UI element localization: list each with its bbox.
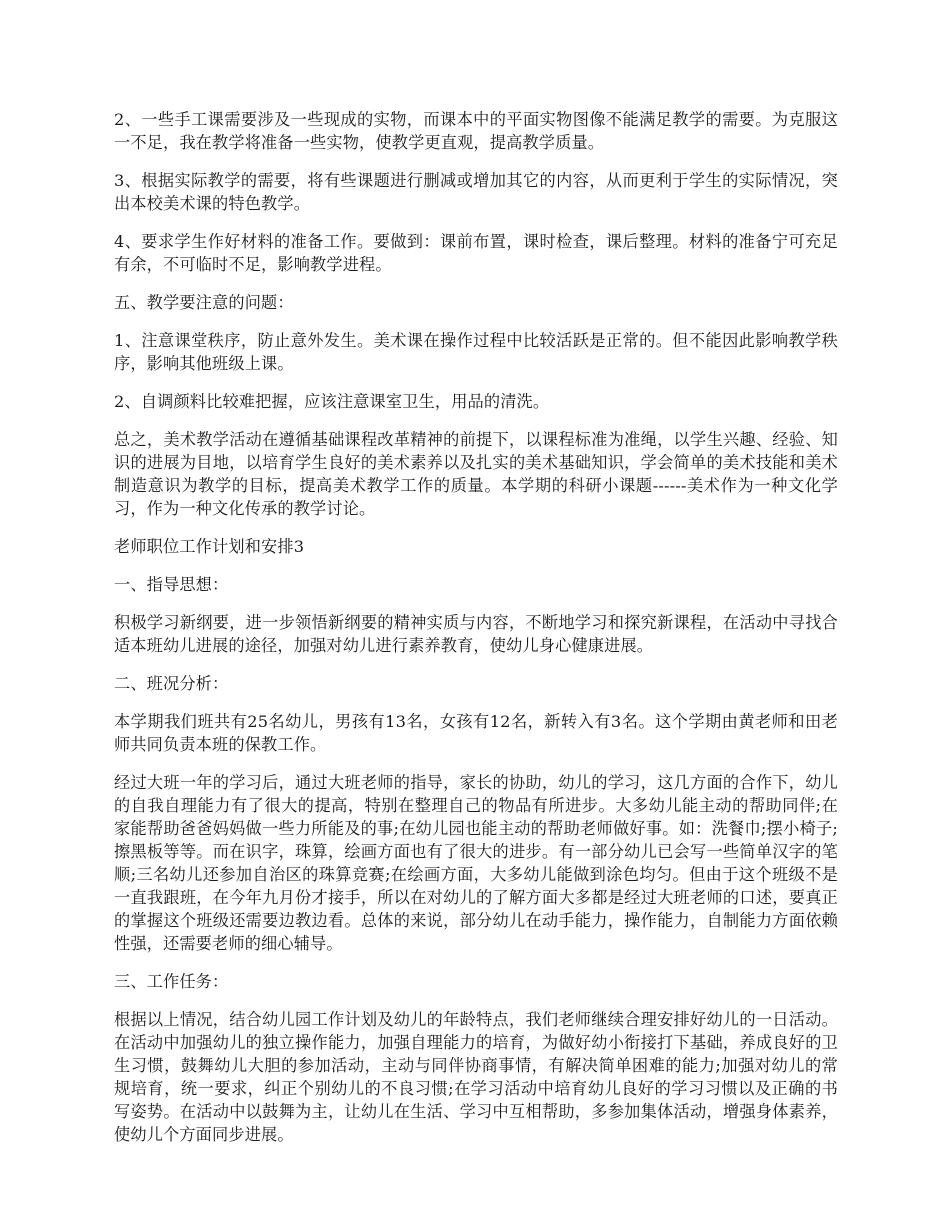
paragraph-classroom-order: 1、注意课堂秩序，防止意外发生。美术课在操作过程中比较活跃是正常的。但不能因此影响教学秩序，影响其他班级上课。 — [114, 331, 838, 373]
document-body — [114, 108, 838, 1161]
paragraph-guiding-thought: 积极学习新纲要，进一步领悟新纲要的精神实质与内容，不断地学习和探究新课程，在活动中寻找合适本班幼儿进展的途径，加强对幼儿进行素养教育，使幼儿身心健康进展。 — [114, 613, 838, 655]
paragraph-work-tasks: 根据以上情况，结合幼儿园工作计划及幼儿的年龄特点，我们老师继续合理安排好幼儿的一日活动。在活动中加强幼儿的独立操作能力，加强自理能力的培育，为做好幼小衔接打下基础，养成良好的卫生习惯，鼓舞幼儿大胆的参加活动，主动与同伴协商事情，有解决简单困难的能力;加强对幼儿的常规培育，统一要求，纠正个别幼儿的不良习惯;在学习活动中培育幼儿良好的学习习惯以及正确的书写姿势。在活动中以鼓舞为主，让幼儿在生活、学习中互相帮助，多参加集体活动，增强身体素养，使幼儿个方面同步进展。 — [114, 1010, 838, 1144]
section-heading-class-analysis: 二、班况分析： — [114, 674, 229, 693]
paragraph-class-size: 本学期我们班共有25名幼儿，男孩有13名，女孩有12名，新转入有3名。这个学期由黄老师和田老师共同负责本班的保教工作。 — [114, 712, 838, 754]
paragraph-paint-handling: 2、自调颜料比较难把握，应该注意课室卫生，用品的清洗。 — [114, 392, 550, 411]
paragraph-handicraft-materials: 2、一些手工课需要涉及一些现成的实物，而课本中的平面实物图像不能满足教学的需要。为克服这一不足，我在教学将准备一些实物，使教学更直观，提高教学质量。 — [114, 110, 838, 152]
section-heading-guiding-thought: 一、指导思想： — [114, 575, 229, 594]
paragraph-curriculum-adjustment: 3、根据实际教学的需要，将有些课题进行删减或增加其它的内容，从而更利于学生的实际情况，突出本校美术课的特色教学。 — [114, 171, 838, 213]
section-heading-work-tasks: 三、工作任务： — [114, 972, 229, 991]
paragraph-summary: 总之，美术教学活动在遵循基础课程改革精神的前提下，以课程标准为准绳，以学生兴趣、经验、知识的进展为目地，以培育学生良好的美术素养以及扎实的美术基础知识，学会简单的美术技能和美术制造意识为教学的目标，提高美术教学工作的质量。本学期的科研小课题------美术作为一种文化学习，作为一种文化传承的教学讨论。 — [114, 430, 838, 518]
section-heading-teaching-notes: 五、教学要注意的问题： — [114, 293, 294, 312]
paragraph-material-preparation: 4、要求学生作好材料的准备工作。要做到：课前布置，课时检查，课后整理。材料的准备宁可充足有余，不可临时不足，影响教学进程。 — [114, 232, 838, 274]
paragraph-class-progress: 经过大班一年的学习后，通过大班老师的指导，家长的协助，幼儿的学习，这几方面的合作下，幼儿的自我自理能力有了很大的提高，特别在整理自己的物品有所进步。大多幼儿能主动的帮助同伴;在家能帮助爸爸妈妈做一些力所能及的事;在幼儿园也能主动的帮助老师做好事。如：洗餐巾;摆小椅子;擦黑板等等。而在识字，珠算，绘画方面也有了很大的进步。有一部分幼儿已会写一些简单汉字的笔顺;三名幼儿还参加自治区的珠算竞赛;在绘画方面，大多幼儿能做到涂色均匀。但由于这个班级不是一直我跟班，在今年九月份才接手，所以在对幼儿的了解方面大多都是经过大班老师的口述，要真正的掌握这个班级还需要边教边看。总体的来说，部分幼儿在动手能力，操作能力，自制能力方面依赖性强，还需要老师的细心辅导。 — [114, 773, 838, 953]
document-subtitle: 老师职位工作计划和安排3 — [114, 537, 305, 556]
